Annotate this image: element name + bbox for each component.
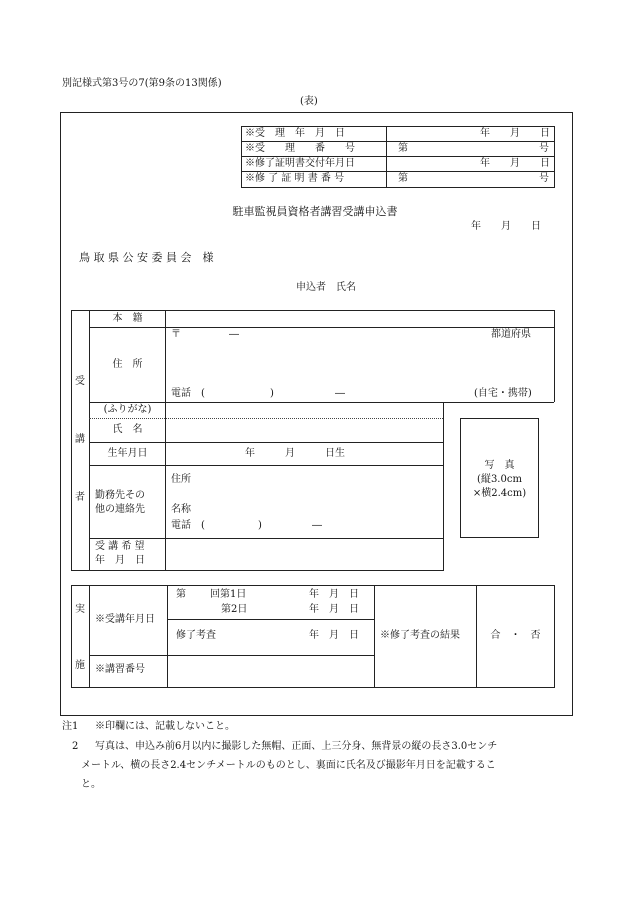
phone-dash: ― [335, 388, 345, 399]
photo-size-line2: ×横2.4cm) [472, 488, 527, 499]
employer-name-label: 名称 [171, 504, 191, 515]
birthdate-value: 年 月 日生 [245, 448, 345, 459]
exam-date: 年 月 日 [309, 630, 359, 641]
name-field[interactable] [167, 420, 441, 441]
receipt-date-label: ※受 理 年 月 日 [245, 128, 345, 139]
furigana-field[interactable] [167, 404, 441, 417]
course-number-label: ※講習番号 [95, 664, 145, 675]
addressee: 鳥 取 県 公 安 委 員 会 様 [79, 251, 214, 264]
desired-date-label-line2: 年 月 日 [95, 555, 145, 566]
implementation-side-label-1: 実 [75, 604, 85, 615]
prefecture-label: 都道府県 [491, 329, 531, 340]
certificate-number-label: ※修 了 証 明 書 番 号 [245, 173, 345, 184]
employer-label-line1: 勤務先その [95, 490, 145, 501]
furigana-label: (ふりがな) [103, 404, 152, 415]
birthdate-label: 生年月日 [107, 448, 148, 459]
day2-label: 第2日 [221, 604, 248, 615]
course-date-label: ※受講年月日 [95, 614, 155, 625]
certificate-number-suffix: 号 [539, 173, 549, 184]
phone-type: (自宅・携帯) [474, 388, 532, 399]
postal-dash: ― [229, 329, 239, 340]
trainee-side-label-3: 者 [75, 492, 85, 503]
note1-text: ※印欄には、記載しないこと。 [95, 721, 235, 732]
day1-date: 年 月 日 [309, 589, 359, 600]
pass-fail: 合 ・ 否 [490, 630, 541, 641]
receipt-number-label: ※受 理 番 号 [245, 143, 355, 154]
note2-number: 2 [72, 741, 79, 752]
implementation-side-label-2: 施 [75, 660, 85, 671]
desired-date-label-line1: 受 講 希 望 [95, 541, 145, 552]
day2-date: 年 月 日 [309, 604, 359, 615]
employer-label-line2: 他の連絡先 [95, 504, 145, 515]
certificate-issue-date-label: ※修了証明書交付年月日 [245, 158, 355, 169]
receipt-number-suffix: 号 [539, 143, 549, 154]
domicile-label: 本 籍 [112, 313, 143, 324]
certificate-number-prefix: 第 [398, 173, 408, 184]
trainee-side-label-2: 講 [75, 434, 85, 445]
exam-result-label: ※修了考査の結果 [380, 630, 460, 641]
session-prefix: 第 [176, 589, 186, 600]
receipt-number-prefix: 第 [398, 143, 408, 154]
application-date: 年 月 日 [471, 221, 541, 232]
note2-line3: と。 [81, 779, 101, 790]
photo-title: 写 真 [484, 460, 515, 471]
employer-address-label: 住所 [171, 474, 191, 485]
employer-phone-label: 電話 ( [171, 520, 205, 531]
postal-mark: 〒 [171, 329, 181, 340]
note2-line2: メートル、横の長さ2.4センチメートルのものとし、裏面に氏名及び撮影年月日を記載するこ [81, 760, 496, 771]
form-title: 駐車監視員資格者講習受講申込書 [232, 205, 398, 218]
trainee-side-label-1: 受 [75, 376, 85, 387]
phone-close-paren: ) [270, 388, 274, 399]
receipt-date-value: 年 月 日 [480, 128, 550, 139]
form-side: (表) [300, 96, 318, 107]
employer-phone-close-paren: ) [258, 520, 262, 531]
address-label: 住 所 [112, 359, 143, 370]
certificate-issue-date-value: 年 月 日 [480, 158, 550, 169]
photo-size-line1: (縦3.0cm [477, 474, 522, 485]
day1-label: 回第1日 [210, 589, 247, 600]
note1-number: 注1 [62, 721, 79, 732]
desired-date-field[interactable] [167, 540, 441, 569]
applicant-name-label: 申込者 氏名 [296, 282, 356, 293]
note2-line1: 写真は、申込み前6月以内に撮影した無帽、正面、上三分身、無背景の縦の長さ3.0センチ [95, 741, 498, 752]
form-number: 別記様式第3号の7(第9条の13関係) [62, 78, 222, 89]
name-label: 氏 名 [112, 424, 143, 435]
exam-label: 修了考査 [176, 630, 216, 641]
phone-label: 電話 ( [171, 388, 205, 399]
employer-phone-dash: ― [312, 520, 322, 531]
